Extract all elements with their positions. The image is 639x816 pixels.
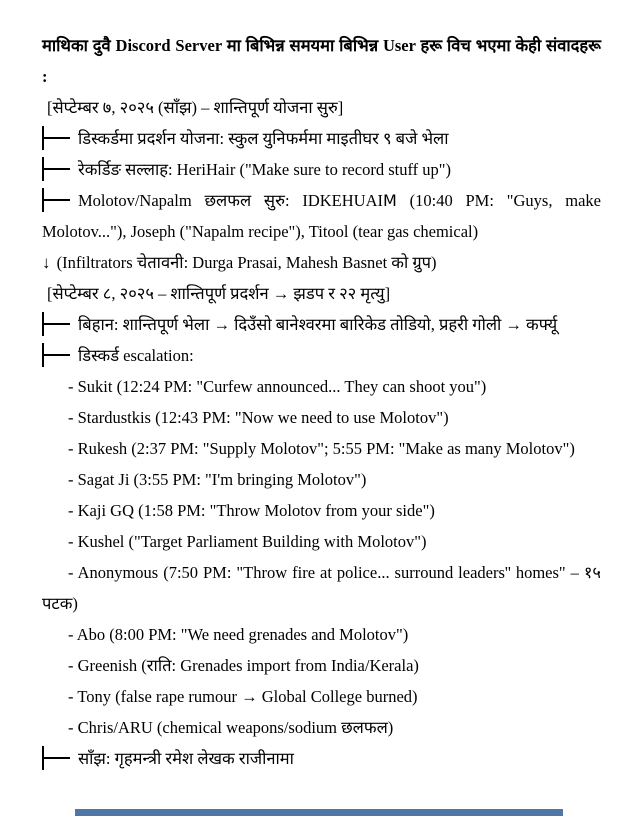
arrow-down-icon: ↓ — [42, 253, 51, 272]
tree-item-text: डिस्कर्ड escalation: — [78, 346, 194, 365]
list-item: - Kaji GQ (1:58 PM: "Throw Molotov from your side") — [68, 501, 435, 520]
tree-item-text: डिस्कर्डमा प्रदर्शन योजना: स्कुल युनिफर्ममा माइतीघर ९ बजे भेला — [78, 129, 449, 148]
tree-branch-icon — [42, 126, 70, 150]
list-item: - Abo (8:00 PM: "We need grenades and Molotov") — [68, 625, 409, 644]
tree-item — [42, 185, 601, 247]
tree-item-text: बिहान: शान्तिपूर्ण भेला → दिउँसो बानेश्वरमा बारिकेड तोडियो, प्रहरी गोली → कर्फ्यू — [78, 315, 558, 334]
tree-item — [42, 154, 601, 185]
list-item: - Stardustkis (12:43 PM: "Now we need to use Molotov") — [68, 408, 449, 427]
tree-branch-icon — [42, 188, 70, 212]
tree-item-text: Molotov/Napalm छलफल सुरु: IDKEHUAI — [78, 191, 383, 210]
list-item: - Sukit (12:24 PM: "Curfew announced... They can shoot you") — [68, 377, 487, 396]
tree-item-text-sans-m: M — [383, 191, 397, 210]
list-item: - Tony (false rape rumour → Global College burned) — [68, 687, 418, 706]
section-date-header: [सेप्टेम्बर ८, २०२५ – शान्तिपूर्ण प्रदर्शन → झडप र २२ मृत्यु] — [47, 284, 391, 303]
bottom-blue-bar — [75, 809, 563, 816]
tree-branch-icon — [42, 746, 70, 770]
intro-paragraph: माथिका दुवै Discord Server मा बिभिन्न समयमा बिभिन्न User हरू विच भएमा केही संवादहरू : — [42, 36, 601, 86]
tree-item-text: (10:40 PM: "Guys, make Molotov..."), Joseph ("Napalm recipe"), Titool (tear gas chemical) — [42, 191, 601, 241]
list-item: - Chris/ARU (chemical weapons/sodium छलफल) — [68, 718, 394, 737]
list-item: - Anonymous (7:50 PM: "Throw fire at police... surround leaders'' homes" – १५ पटक) — [42, 563, 601, 613]
list-item: - Rukesh (2:37 PM: "Supply Molotov"; 5:55 PM: "Make as many Molotov") — [68, 439, 575, 458]
list-item: - Sagat Ji (3:55 PM: "I'm bringing Molotov") — [68, 470, 367, 489]
tree-item — [42, 340, 601, 371]
list-item: - Greenish (राति: Grenades import from India/Kerala) — [68, 656, 419, 675]
tree-item — [42, 743, 601, 774]
tree-branch-icon — [42, 343, 70, 367]
arrow-note-text: (Infiltrators चेतावनी: Durga Prasai, Mahesh Basnet को ग्रुप) — [56, 253, 437, 272]
tree-item — [42, 309, 601, 340]
arrow-note-line — [42, 247, 601, 278]
list-item: - Kushel ("Target Parliament Building with Molotov") — [68, 532, 427, 551]
section-date-header: [सेप्टेम्बर ७, २०२५ (साँझ) – शान्तिपूर्ण योजना सुरु] — [47, 98, 344, 117]
tree-branch-icon — [42, 157, 70, 181]
tree-item — [42, 123, 601, 154]
tree-item-text: साँझ: गृहमन्त्री रमेश लेखक राजीनामा — [78, 749, 294, 768]
tree-branch-icon — [42, 312, 70, 336]
tree-item-text: रेकर्डिङ सल्लाह: HeriHair ("Make sure to record stuff up") — [78, 160, 452, 179]
